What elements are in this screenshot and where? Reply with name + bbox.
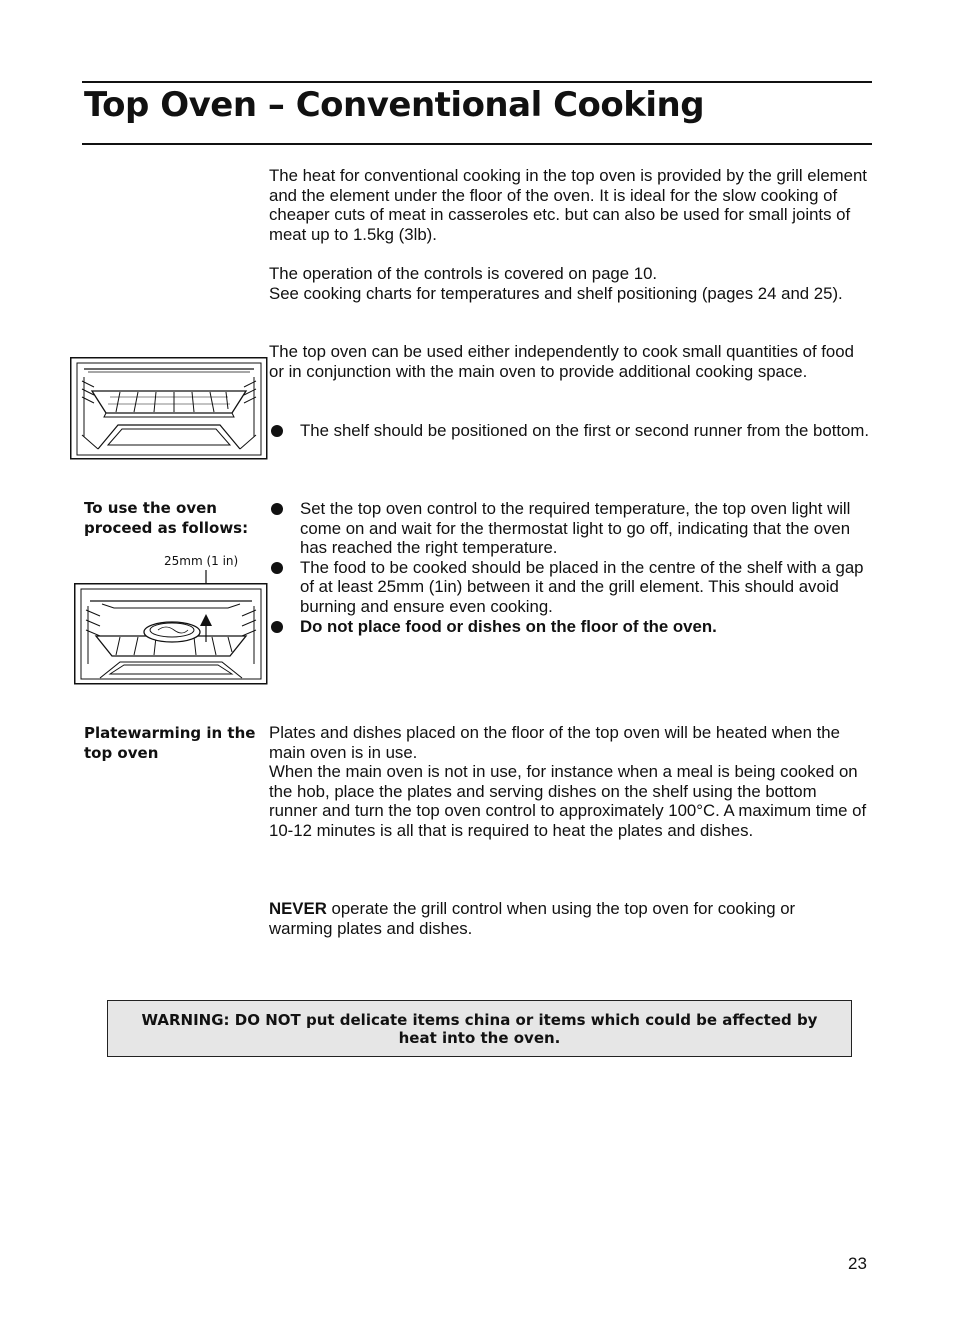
intro-paragraph: The heat for conventional cooking in the top oven is provided by the grill element and the element under the floor of the oven. It is ideal for the slow cooking of cheaper cuts of meat in casseroles etc. but can also be used for small joints of meat up to 1.5kg (3lb).	[269, 166, 867, 244]
use-oven-bullet-list	[269, 499, 871, 636]
page-title: Top Oven – Conventional Cooking	[84, 85, 705, 125]
list-item	[269, 499, 871, 558]
page-number: 23	[848, 1254, 867, 1273]
floor-warning-instruction: Do not place food or dishes on the floor of the oven.	[300, 616, 717, 636]
grill-caution	[269, 899, 829, 938]
use-oven-label: To use the oven proceed as follows:	[84, 499, 249, 537]
temperature-instruction: Set the top oven control to the required temperature, the top oven light will come on and wait for the thermostat light to go off, indicating that the oven has reached the right temperature.	[300, 499, 851, 558]
top-rule	[82, 81, 872, 83]
platewarming-instructions: When the main oven is not in use, for instance when a meal is being cooked on the hob, place the plates and serving dishes on the shelf using the bottom runner and turn the top oven control to approximately 100°C. A maximum time of 10-12 minutes is all that is required to heat the plates and dishes.	[269, 762, 867, 840]
platewarming-text	[269, 723, 869, 841]
bullet-icon	[271, 562, 283, 574]
platewarming-paragraph: Plates and dishes placed on the floor of the top oven will be heated when the main oven is in use.	[269, 723, 840, 762]
list-item	[269, 558, 871, 617]
cooking-charts-note: See cooking charts for temperatures and shelf positioning (pages 24 and 25).	[269, 283, 843, 303]
gap-measurement-label: 25mm (1 in)	[164, 554, 239, 568]
food-placement-instruction: The food to be cooked should be placed in the centre of the shelf with a gap of at least 25mm (1in) between it and the grill element. This should avoid burning and ensure even cooking.	[300, 557, 864, 616]
bullet-icon	[271, 621, 283, 633]
bullet-icon	[271, 503, 283, 515]
list-item	[269, 617, 871, 637]
oven-shelf-illustration	[70, 357, 268, 460]
warning-box	[107, 1000, 852, 1057]
grill-caution-text: operate the grill control when using the top oven for cooking or warming plates and dishes.	[269, 899, 796, 938]
shelf-position-text: The shelf should be positioned on the first or second runner from the bottom.	[300, 421, 870, 440]
oven-dish-gap-illustration	[74, 570, 268, 686]
never-emphasis: NEVER	[269, 899, 327, 918]
title-underline	[82, 143, 872, 145]
platewarming-label: Platewarming in the top oven	[84, 724, 256, 762]
controls-reference	[269, 264, 869, 303]
usage-paragraph: The top oven can be used either independently to cook small quantities of food or in conjunction with the main oven to provide additional cooking space.	[269, 342, 854, 381]
bullet-icon	[271, 425, 283, 437]
shelf-bullet-list	[269, 421, 871, 441]
list-item	[269, 421, 871, 441]
warning-text: WARNING: DO NOT put delicate items china or items which could be affected by heat into the oven.	[141, 1010, 818, 1047]
controls-page-note: The operation of the controls is covered on page 10.	[269, 264, 658, 283]
